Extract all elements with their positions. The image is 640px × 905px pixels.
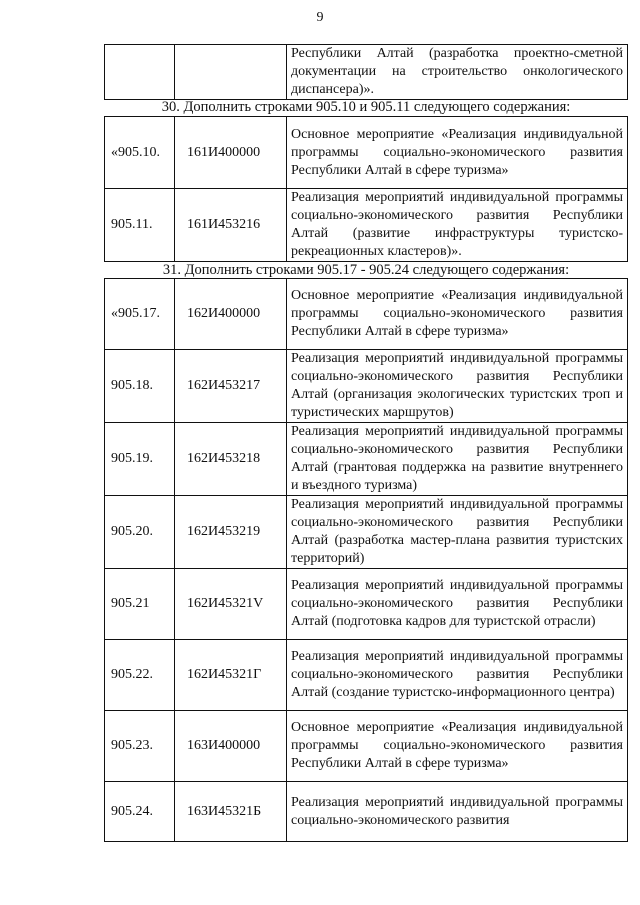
row-code: 905.20. [105, 496, 175, 569]
row-code: 905.22. [105, 640, 175, 711]
row-kbk: 162И453219 [175, 496, 287, 569]
row-kbk: 162И453218 [175, 423, 287, 496]
table-row [105, 350, 628, 423]
table-row [105, 423, 628, 496]
table-row [105, 189, 628, 262]
table-row [105, 496, 628, 569]
row-text: Республики Алтай (разработка проектно-сметной документации на строительство онкологического диспансера)». [291, 46, 623, 97]
row-text: Реализация мероприятий индивидуальной программы социально-экономического развития Республики Алтай (организация экологических туристских троп и туристических маршрутов) [291, 351, 623, 420]
row-code [105, 45, 175, 100]
table-30 [104, 116, 628, 262]
instruction-31: 31. Дополнить строками 905.17 - 905.24 следующего содержания: [162, 262, 570, 278]
row-code: 905.23. [105, 711, 175, 782]
row-text: Реализация мероприятий индивидуальной программы социально-экономического развития Республики Алтай (разработка мастер-плана развития туристских территорий) [291, 497, 623, 566]
row-text: Основное мероприятие «Реализация индивидуальной программы социально-экономического развития Республики Алтай в сфере туризма» [291, 720, 623, 771]
row-kbk: 162И45321V [175, 569, 287, 640]
table-row [105, 569, 628, 640]
row-text: Реализация мероприятий индивидуальной программы социально-экономического развития Республики Алтай (создание туристско-информационного центра) [291, 649, 623, 700]
row-kbk: 161И453216 [175, 189, 287, 262]
row-text: Реализация мероприятий индивидуальной программы социально-экономического развития Республики Алтай (развитие инфраструктуры туристско-рекреационных кластеров)». [291, 190, 623, 259]
row-code: 905.11. [105, 189, 175, 262]
row-text: Основное мероприятие «Реализация индивидуальной программы социально-экономического развития Республики Алтай в сфере туризма» [291, 288, 623, 339]
row-code: 905.24. [105, 782, 175, 842]
table-row [105, 711, 628, 782]
table-row [105, 45, 628, 100]
row-kbk: 162И45321Г [175, 640, 287, 711]
table-row [105, 117, 628, 189]
row-code: 905.21 [105, 569, 175, 640]
row-kbk: 162И400000 [175, 279, 287, 350]
table-31 [104, 278, 628, 842]
row-code: 905.18. [105, 350, 175, 423]
instruction-30: 30. Дополнить строками 905.10 и 905.11 следующего содержания: [161, 99, 571, 115]
row-code: «905.10. [105, 117, 175, 189]
row-code: «905.17. [105, 279, 175, 350]
row-text: Реализация мероприятий индивидуальной программы социально-экономического развития [291, 794, 623, 828]
continuation-table [104, 44, 628, 100]
row-kbk [175, 45, 287, 100]
table-row [105, 279, 628, 350]
row-code: 905.19. [105, 423, 175, 496]
table-row [105, 782, 628, 842]
row-kbk: 163И400000 [175, 711, 287, 782]
row-kbk: 161И400000 [175, 117, 287, 189]
row-kbk: 162И453217 [175, 350, 287, 423]
row-text: Реализация мероприятий индивидуальной программы социально-экономического развития Республики Алтай (подготовка кадров для туристской отрасли) [291, 578, 623, 629]
table-row [105, 640, 628, 711]
row-kbk: 163И45321Б [175, 782, 287, 842]
row-text: Основное мероприятие «Реализация индивидуальной программы социально-экономического развития Республики Алтай в сфере туризма» [291, 126, 623, 178]
page-number: 9 [316, 10, 324, 25]
row-text: Реализация мероприятий индивидуальной программы социально-экономического развития Республики Алтай (грантовая поддержка на развитие внутреннего и въездного туризма) [291, 424, 623, 493]
